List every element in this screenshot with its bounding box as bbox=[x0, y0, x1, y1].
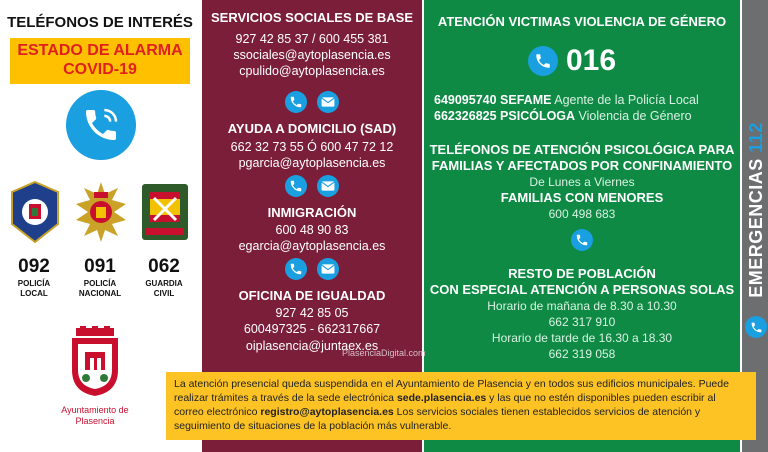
ap-days: De Lunes a Viernes bbox=[529, 175, 635, 189]
notice-text-3: Los servicios sociales tienen establecidos servicios de atención y seguimiento de situaciones de la población más vulnerable. bbox=[174, 406, 701, 432]
ig-email: oiplasencia@juntaex.es bbox=[245, 339, 379, 353]
ap-fam-phone: 600 498 683 bbox=[548, 207, 616, 221]
mail-icon bbox=[317, 175, 339, 197]
ap-title-1: TELÉFONOS DE ATENCIÓN PSICOLÓGICA PARA bbox=[429, 142, 735, 157]
notice-box bbox=[166, 372, 756, 440]
ig-phone-1: 927 42 85 05 bbox=[275, 306, 349, 320]
num-091: 091 bbox=[84, 256, 116, 277]
vg-number-block bbox=[528, 44, 616, 78]
ss-title: SERVICIOS SOCIALES DE BASE bbox=[210, 10, 414, 25]
vg-title: ATENCIÓN VICTIMAS VIOLENCIA DE GÉNERO bbox=[437, 14, 727, 29]
rest-morning: Horario de mañana de 8.30 a 10.30 bbox=[487, 299, 677, 313]
phone-icon bbox=[745, 316, 767, 338]
psico-number: 662326825 PSICÓLOGA bbox=[434, 109, 576, 123]
label-line: GUARDIA bbox=[145, 279, 183, 288]
sad-phone: 662 32 73 55 Ó 600 47 72 12 bbox=[230, 140, 394, 154]
emergency-number: 112 bbox=[746, 122, 766, 153]
phone-icon bbox=[571, 229, 593, 251]
phone-icon bbox=[285, 91, 307, 113]
guardia-civil-badge-icon bbox=[138, 180, 192, 244]
rest-title-2: CON ESPECIAL ATENCIÓN A PERSONAS SOLAS bbox=[429, 282, 735, 297]
label-line: LOCAL bbox=[20, 289, 48, 298]
phone-icon bbox=[66, 90, 136, 160]
inm-phone: 600 48 90 83 bbox=[275, 223, 349, 237]
rest-afternoon-phone: 662 319 058 bbox=[548, 347, 616, 361]
ss-phone: 927 42 85 37 / 600 455 381 bbox=[235, 32, 389, 46]
alarm-line-1: ESTADO DE ALARMA bbox=[17, 42, 183, 59]
policia-local-badge-icon bbox=[8, 180, 62, 244]
notice-text-2: y las que no estén disponibles pueden escribir al correo electrónico bbox=[174, 392, 716, 418]
phone-icon bbox=[285, 258, 307, 280]
label-line: CIVIL bbox=[153, 289, 175, 298]
policia-nacional-badge-icon bbox=[74, 180, 128, 244]
sad-title: AYUDA A DOMICILIO (SAD) bbox=[227, 121, 397, 136]
title-telefonos: TELÉFONOS DE INTERÉS bbox=[7, 14, 193, 31]
ap-fam-title: FAMILIAS CON MENORES bbox=[500, 190, 664, 205]
vg-number: 016 bbox=[566, 44, 617, 77]
notice-text-1: La atención presencial queda suspendida en el Ayuntamiento de Plasencia y en todos sus edificios municipales. Puede realizar trámites a través de la sede electrónica bbox=[174, 378, 729, 404]
inm-email: egarcia@aytoplasencia.es bbox=[238, 239, 386, 253]
ayuntamiento-line: Plasencia bbox=[75, 416, 115, 426]
label-policia-local bbox=[4, 279, 64, 299]
label-policia-nacional bbox=[70, 279, 130, 299]
label-line: POLICÍA bbox=[17, 279, 51, 288]
psico-line bbox=[434, 109, 692, 123]
ayuntamiento-label bbox=[40, 405, 150, 427]
label-guardia-civil bbox=[134, 279, 194, 299]
sad-contact-icons bbox=[202, 175, 422, 197]
rest-morning-phone: 662 317 910 bbox=[548, 315, 616, 329]
rest-afternoon: Horario de tarde de 16.30 a 18.30 bbox=[491, 331, 673, 345]
label-line: NACIONAL bbox=[78, 289, 122, 298]
mail-icon bbox=[317, 91, 339, 113]
sefame-line bbox=[434, 93, 699, 107]
ss-email-1: ssociales@aytoplasencia.es bbox=[233, 48, 391, 62]
ss-email-2: cpulido@aytoplasencia.es bbox=[239, 64, 385, 78]
emergency-label-text: EMERGENCIAS bbox=[746, 152, 766, 298]
label-line: POLICÍA bbox=[83, 279, 117, 288]
notice-sede-link: sede.plasencia.es bbox=[396, 392, 487, 404]
ayuntamiento-line: Ayuntamiento de bbox=[61, 405, 129, 415]
phone-icon bbox=[285, 175, 307, 197]
alarm-box bbox=[10, 38, 190, 84]
ss-contact-icons bbox=[202, 91, 422, 113]
notice-email-link: registro@aytoplasencia.es bbox=[260, 406, 394, 418]
num-092: 092 bbox=[18, 256, 50, 277]
ap-title-2: FAMILIAS Y AFECTADOS POR CONFINAMIENTO bbox=[431, 158, 733, 173]
mail-icon bbox=[317, 258, 339, 280]
sefame-number: 649095740 SEFAME bbox=[434, 93, 552, 107]
plasencia-coat-of-arms-icon bbox=[66, 326, 124, 398]
rest-title-1: RESTO DE POBLACIÓN bbox=[508, 266, 656, 281]
watermark: PlasenciaDigital.com bbox=[342, 348, 426, 358]
ig-title: OFICINA DE IGUALDAD bbox=[238, 288, 386, 303]
sefame-desc: Agente de la Policía Local bbox=[551, 93, 699, 107]
inm-contact-icons bbox=[202, 258, 422, 280]
inm-title: INMIGRACIÓN bbox=[267, 205, 357, 220]
num-062: 062 bbox=[148, 256, 180, 277]
alarm-line-2: COVID-19 bbox=[63, 61, 137, 78]
phone-icon bbox=[528, 46, 558, 76]
ig-phone-2: 600497325 - 662317667 bbox=[243, 322, 381, 336]
sad-email: pgarcia@aytoplasencia.es bbox=[238, 156, 386, 170]
emergency-label bbox=[742, 100, 768, 320]
psico-desc: Violencia de Género bbox=[575, 109, 692, 123]
